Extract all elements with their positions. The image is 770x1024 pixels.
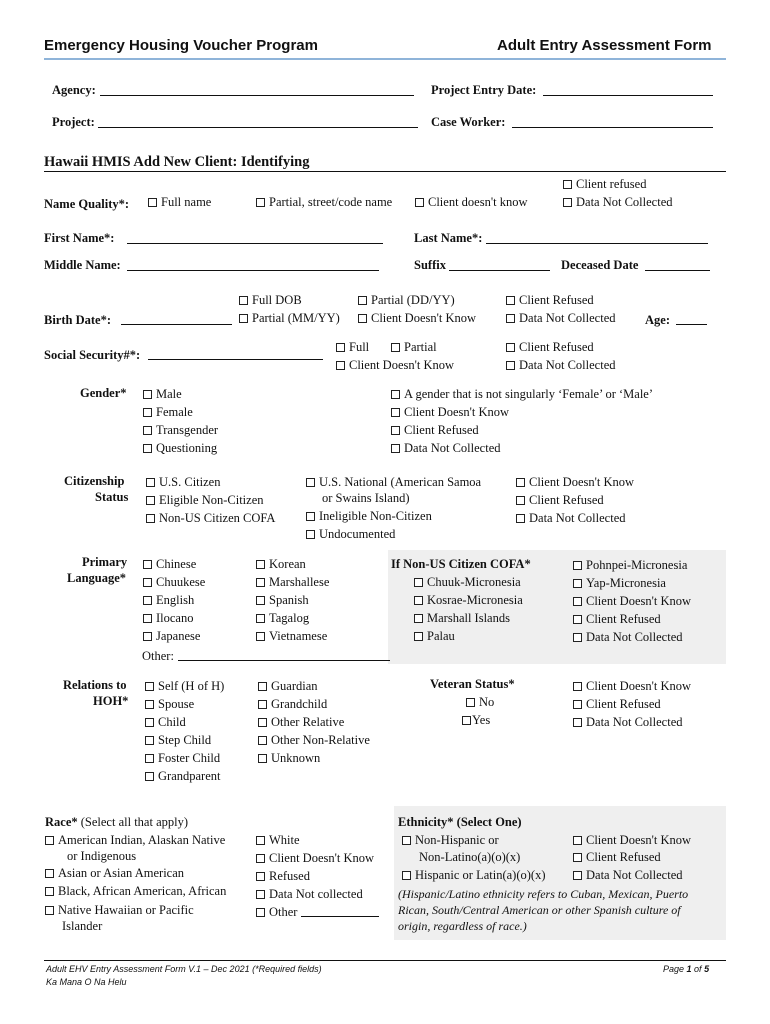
section-rule xyxy=(44,171,726,172)
lang-other-label: Other: xyxy=(142,649,174,663)
lang-chuukese[interactable]: Chuukese xyxy=(143,573,205,591)
checkbox-icon xyxy=(256,614,265,623)
checkbox-icon xyxy=(143,426,152,435)
race-american-indian[interactable]: American Indian, Alaskan Native xyxy=(45,831,225,849)
checkbox-icon xyxy=(258,682,267,691)
lang-english[interactable]: English xyxy=(143,591,194,609)
checkbox-icon xyxy=(358,296,367,305)
cofa-doesnt-know[interactable]: Client Doesn't Know xyxy=(573,592,691,610)
checkbox-icon xyxy=(336,343,345,352)
checkbox-icon xyxy=(258,736,267,745)
checkbox-icon xyxy=(306,478,315,487)
ethnicity-not-collected[interactable]: Data Not Collected xyxy=(573,866,683,884)
lang-japanese[interactable]: Japanese xyxy=(143,627,200,645)
checkbox-icon xyxy=(258,754,267,763)
deceased-date-label: Deceased Date xyxy=(561,258,639,272)
lang-vietnamese[interactable]: Vietnamese xyxy=(256,627,327,645)
checkbox-icon xyxy=(145,736,154,745)
citizenship-eligible-non-citizen[interactable]: Eligible Non-Citizen xyxy=(146,491,264,509)
citizenship-us-citizen[interactable]: U.S. Citizen xyxy=(146,473,220,491)
checkbox-icon xyxy=(256,596,265,605)
lang-ilocano[interactable]: Ilocano xyxy=(143,609,193,627)
lang-tagalog[interactable]: Tagalog xyxy=(256,609,309,627)
checkbox-icon xyxy=(145,718,154,727)
checkbox-icon xyxy=(45,887,54,896)
birth-date-label: Birth Date*: xyxy=(44,313,111,327)
ssn-full[interactable]: Full xyxy=(336,338,369,356)
name-quality-refused[interactable]: Client refused xyxy=(563,175,646,193)
name-quality-label: Name Quality*: xyxy=(44,197,130,211)
lang-chinese[interactable]: Chinese xyxy=(143,555,196,573)
checkbox-icon xyxy=(143,390,152,399)
checkbox-icon xyxy=(506,296,515,305)
checkbox-icon xyxy=(462,716,471,725)
race-other[interactable]: Other xyxy=(256,903,297,921)
lang-korean[interactable]: Korean xyxy=(256,555,306,573)
suffix-field[interactable] xyxy=(449,270,550,271)
case-worker-field[interactable] xyxy=(512,127,713,128)
checkbox-icon xyxy=(256,854,265,863)
relations-hoh-label: HOH* xyxy=(93,694,129,708)
rel-other-relative[interactable]: Other Relative xyxy=(258,713,344,731)
footer-tagline: Ka Mana O Na Helu xyxy=(46,977,127,987)
checkbox-icon xyxy=(45,869,54,878)
first-name-field[interactable] xyxy=(127,243,383,244)
header-rule xyxy=(44,58,726,60)
checkbox-icon xyxy=(516,496,525,505)
citizenship-not-collected[interactable]: Data Not Collected xyxy=(516,509,626,527)
rel-spouse[interactable]: Spouse xyxy=(145,695,194,713)
project-entry-date-label: Project Entry Date: xyxy=(431,83,537,97)
deceased-date-field[interactable] xyxy=(645,270,710,271)
cofa-yap[interactable]: Yap-Micronesia xyxy=(573,574,666,592)
cofa-pohnpei[interactable]: Pohnpei-Micronesia xyxy=(573,556,687,574)
ethnicity-non-hispanic-cont: Non-Latino(a)(o)(x) xyxy=(419,850,521,864)
checkbox-icon xyxy=(306,512,315,521)
ssn-refused[interactable]: Client Refused xyxy=(506,338,594,356)
citizenship-ineligible[interactable]: Ineligible Non-Citizen xyxy=(306,507,432,525)
ssn-label: Social Security#*: xyxy=(44,348,141,362)
citizenship-us-national[interactable]: U.S. National (American Samoa xyxy=(306,473,481,491)
ethnicity-title: Ethnicity* (Select One) xyxy=(398,815,522,829)
gender-female[interactable]: Female xyxy=(143,403,193,421)
cofa-kosrae[interactable]: Kosrae-Micronesia xyxy=(414,591,523,609)
middle-name-label: Middle Name: xyxy=(44,258,121,272)
checkbox-icon xyxy=(145,682,154,691)
checkbox-icon xyxy=(258,700,267,709)
rel-other-non-relative[interactable]: Other Non-Relative xyxy=(258,731,370,749)
veteran-not-collected[interactable]: Data Not Collected xyxy=(573,713,683,731)
checkbox-icon xyxy=(256,890,265,899)
veteran-title: Veteran Status* xyxy=(430,677,515,691)
gender-questioning[interactable]: Questioning xyxy=(143,439,217,457)
citizenship-status-label: Status xyxy=(95,490,129,504)
checkbox-icon xyxy=(256,578,265,587)
ssn-field[interactable] xyxy=(148,359,323,360)
rel-self[interactable]: Self (H of H) xyxy=(145,677,224,695)
veteran-doesnt-know[interactable]: Client Doesn't Know xyxy=(573,677,691,695)
checkbox-icon xyxy=(563,180,572,189)
suffix-label: Suffix xyxy=(414,258,446,272)
ethnicity-hispanic[interactable]: Hispanic or Latin(a)(o)(x) xyxy=(402,866,546,884)
ssn-not-collected[interactable]: Data Not Collected xyxy=(506,356,616,374)
checkbox-icon xyxy=(256,836,265,845)
birth-date-field[interactable] xyxy=(121,324,232,325)
checkbox-icon xyxy=(414,632,423,641)
checkbox-icon xyxy=(143,614,152,623)
checkbox-icon xyxy=(256,198,265,207)
checkbox-icon xyxy=(148,198,157,207)
lang-other-field[interactable] xyxy=(178,660,390,661)
age-label: Age: xyxy=(645,313,670,327)
gender-transgender[interactable]: Transgender xyxy=(143,421,218,439)
checkbox-icon xyxy=(143,596,152,605)
checkbox-icon xyxy=(414,614,423,623)
checkbox-icon xyxy=(573,579,582,588)
gender-refused[interactable]: Client Refused xyxy=(391,421,479,439)
checkbox-icon xyxy=(414,596,423,605)
checkbox-icon xyxy=(256,908,265,917)
veteran-refused[interactable]: Client Refused xyxy=(573,695,661,713)
checkbox-icon xyxy=(573,700,582,709)
checkbox-icon xyxy=(573,718,582,727)
checkbox-icon xyxy=(143,444,152,453)
checkbox-icon xyxy=(573,853,582,862)
footer-form-version: Adult EHV Entry Assessment Form V.1 – Dec 2021 (*Required fields) xyxy=(46,964,322,974)
citizenship-non-us-cofa[interactable]: Non-US Citizen COFA xyxy=(146,509,275,527)
project-field[interactable] xyxy=(98,127,418,128)
primary-language-label-2: Language* xyxy=(67,571,127,585)
checkbox-icon xyxy=(466,698,475,707)
checkbox-icon xyxy=(239,314,248,323)
checkbox-icon xyxy=(573,561,582,570)
checkbox-icon xyxy=(573,615,582,624)
cofa-not-collected[interactable]: Data Not Collected xyxy=(573,628,683,646)
lang-marshallese[interactable]: Marshallese xyxy=(256,573,329,591)
ssn-partial[interactable]: Partial xyxy=(391,338,437,356)
race-refused[interactable]: Refused xyxy=(256,867,310,885)
birth-not-collected[interactable]: Data Not Collected xyxy=(506,309,616,327)
checkbox-icon xyxy=(45,906,54,915)
checkbox-icon xyxy=(506,314,515,323)
citizenship-label: Citizenship xyxy=(64,474,125,488)
ssn-doesnt-know[interactable]: Client Doesn't Know xyxy=(336,356,454,374)
checkbox-icon xyxy=(391,343,400,352)
checkbox-icon xyxy=(516,514,525,523)
checkbox-icon xyxy=(402,871,411,880)
cofa-marshall[interactable]: Marshall Islands xyxy=(414,609,510,627)
birth-full-dob[interactable]: Full DOB xyxy=(239,291,302,309)
gender-male[interactable]: Male xyxy=(143,385,182,403)
gender-label: Gender* xyxy=(80,386,127,400)
age-field[interactable] xyxy=(676,324,707,325)
checkbox-icon xyxy=(306,530,315,539)
race-native-hawaiian-cont: Islander xyxy=(62,919,103,933)
birth-doesnt-know[interactable]: Client Doesn't Know xyxy=(358,309,476,327)
middle-name-field[interactable] xyxy=(127,270,379,271)
checkbox-icon xyxy=(145,754,154,763)
checkbox-icon xyxy=(258,718,267,727)
case-worker-label: Case Worker: xyxy=(431,115,506,129)
citizenship-us-national-cont: or Swains Island) xyxy=(322,491,410,505)
rel-child[interactable]: Child xyxy=(145,713,186,731)
ethnicity-doesnt-know[interactable]: Client Doesn't Know xyxy=(573,831,691,849)
checkbox-icon xyxy=(143,578,152,587)
form-title: Adult Entry Assessment Form xyxy=(497,37,712,54)
checkbox-icon xyxy=(143,408,152,417)
checkbox-icon xyxy=(573,871,582,880)
name-quality-partial[interactable]: Partial, street/code name xyxy=(256,193,392,211)
gender-not-collected[interactable]: Data Not Collected xyxy=(391,439,501,457)
checkbox-icon xyxy=(146,496,155,505)
cofa-chuuk[interactable]: Chuuk-Micronesia xyxy=(414,573,521,591)
lang-spanish[interactable]: Spanish xyxy=(256,591,309,609)
checkbox-icon xyxy=(563,198,572,207)
checkbox-icon xyxy=(143,560,152,569)
rel-unknown[interactable]: Unknown xyxy=(258,749,320,767)
veteran-no[interactable]: No xyxy=(466,693,494,711)
checkbox-icon xyxy=(391,390,400,399)
checkbox-icon xyxy=(239,296,248,305)
project-entry-date-field[interactable] xyxy=(543,95,713,96)
cofa-refused[interactable]: Client Refused xyxy=(573,610,661,628)
project-label: Project: xyxy=(52,115,95,129)
last-name-label: Last Name*: xyxy=(414,231,483,245)
birth-partial-mmyy[interactable]: Partial (MM/YY) xyxy=(239,309,340,327)
birth-partial-ddyy[interactable]: Partial (DD/YY) xyxy=(358,291,455,309)
checkbox-icon xyxy=(415,198,424,207)
race-doesnt-know[interactable]: Client Doesn't Know xyxy=(256,849,374,867)
checkbox-icon xyxy=(146,478,155,487)
checkbox-icon xyxy=(573,633,582,642)
section-title: Hawaii HMIS Add New Client: Identifying xyxy=(44,154,310,170)
primary-language-label: Primary xyxy=(82,555,128,569)
checkbox-icon xyxy=(402,836,411,845)
checkbox-icon xyxy=(256,872,265,881)
program-title: Emergency Housing Voucher Program xyxy=(44,37,318,54)
checkbox-icon xyxy=(45,836,54,845)
name-quality-full[interactable]: Full name xyxy=(148,193,211,211)
race-american-indian-cont: or Indigenous xyxy=(67,849,137,863)
citizenship-undocumented[interactable]: Undocumented xyxy=(306,525,395,543)
race-native-hawaiian[interactable]: Native Hawaiian or Pacific xyxy=(45,901,194,919)
gender-non-singular[interactable]: A gender that is not singularly ‘Female’ or ‘Male’ xyxy=(391,385,653,403)
checkbox-icon xyxy=(145,772,154,781)
name-quality-doesnt-know[interactable]: Client doesn't know xyxy=(415,193,527,211)
race-asian[interactable]: Asian or Asian American xyxy=(45,864,184,882)
checkbox-icon xyxy=(506,361,515,370)
rel-step-child[interactable]: Step Child xyxy=(145,731,211,749)
ethnicity-note-1: (Hispanic/Latino ethnicity refers to Cuban, Mexican, Puerto xyxy=(398,887,689,901)
agency-field[interactable] xyxy=(100,95,414,96)
veteran-yes[interactable]: Yes xyxy=(462,711,490,729)
ethnicity-note-2: Rican, South/Central American or other Spanish culture of xyxy=(398,903,681,917)
name-quality-not-collected[interactable]: Data Not Collected xyxy=(563,193,673,211)
cofa-title: If Non-US Citizen COFA* xyxy=(391,557,531,571)
ethnicity-refused[interactable]: Client Refused xyxy=(573,848,661,866)
race-other-field[interactable] xyxy=(301,916,379,917)
agency-label: Agency: xyxy=(52,83,96,97)
race-title: Race* (Select all that apply) xyxy=(45,815,189,829)
checkbox-icon xyxy=(358,314,367,323)
checkbox-icon xyxy=(573,597,582,606)
checkbox-icon xyxy=(145,700,154,709)
citizenship-doesnt-know[interactable]: Client Doesn't Know xyxy=(516,473,634,491)
footer-rule xyxy=(44,960,726,961)
race-white[interactable]: White xyxy=(256,831,300,849)
birth-refused[interactable]: Client Refused xyxy=(506,291,594,309)
checkbox-icon xyxy=(256,632,265,641)
gender-doesnt-know[interactable]: Client Doesn't Know xyxy=(391,403,509,421)
relations-label: Relations to xyxy=(63,678,127,692)
ethnicity-non-hispanic[interactable]: Non-Hispanic or xyxy=(402,831,499,849)
checkbox-icon xyxy=(391,444,400,453)
first-name-label: First Name*: xyxy=(44,231,115,245)
checkbox-icon xyxy=(506,343,515,352)
checkbox-icon xyxy=(414,578,423,587)
checkbox-icon xyxy=(573,682,582,691)
rel-grandparent[interactable]: Grandparent xyxy=(145,767,220,785)
last-name-field[interactable] xyxy=(486,243,708,244)
checkbox-icon xyxy=(256,560,265,569)
checkbox-icon xyxy=(391,426,400,435)
checkbox-icon xyxy=(391,408,400,417)
checkbox-icon xyxy=(516,478,525,487)
rel-foster-child[interactable]: Foster Child xyxy=(145,749,220,767)
citizenship-refused[interactable]: Client Refused xyxy=(516,491,604,509)
race-not-collected[interactable]: Data Not collected xyxy=(256,885,363,903)
cofa-palau[interactable]: Palau xyxy=(414,627,455,645)
page-number: Page 1 of 5 xyxy=(663,964,710,974)
rel-grandchild[interactable]: Grandchild xyxy=(258,695,327,713)
ethnicity-note-3: origin, regardless of race.) xyxy=(398,919,527,933)
rel-guardian[interactable]: Guardian xyxy=(258,677,318,695)
checkbox-icon xyxy=(143,632,152,641)
race-black[interactable]: Black, African American, African xyxy=(45,882,226,900)
checkbox-icon xyxy=(336,361,345,370)
checkbox-icon xyxy=(146,514,155,523)
checkbox-icon xyxy=(573,836,582,845)
